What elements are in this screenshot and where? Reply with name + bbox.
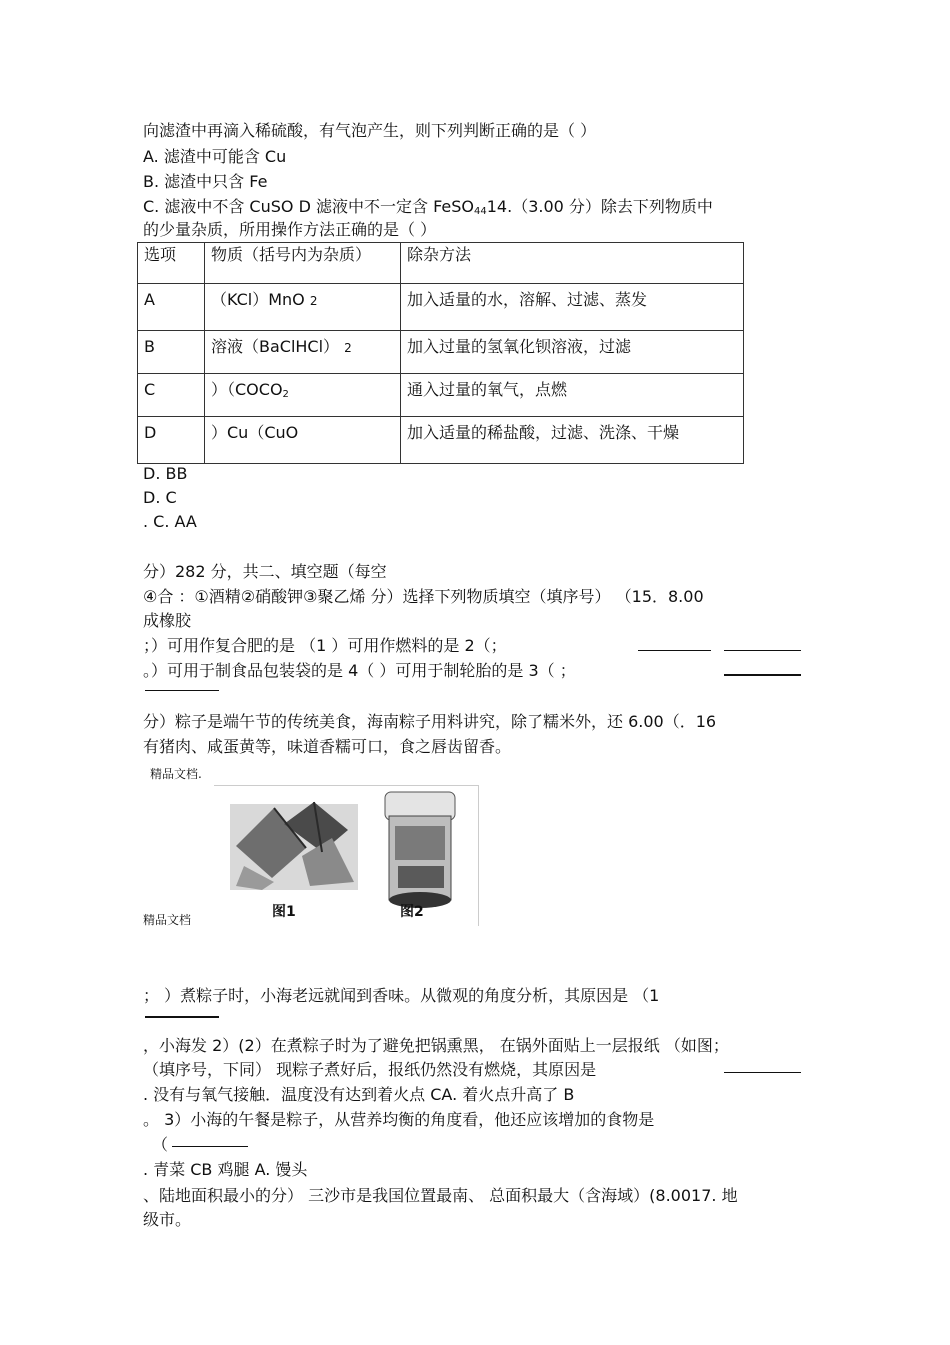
section2-line-1: 分）282 分，共二、填空题（每空: [143, 562, 387, 581]
q16-part1: ； ）煮粽子时，小海老远就闻到香味。从微观的角度分析，其原因是 （1: [143, 986, 660, 1005]
q16-part2: ，小海发 2）(2）在煮粽子时为了避免把锅熏黑， 在锅外面贴上一层报纸 （如图；: [143, 1036, 729, 1055]
substance-text: （KCl）MnO: [211, 290, 305, 309]
watermark-text: 精品文档.: [150, 767, 202, 781]
table-header-method: 除杂方法: [401, 243, 744, 284]
answer-blank: [724, 1072, 801, 1073]
q14-head: 14.（3.00 分）除去下列物质中: [486, 197, 713, 216]
table-header-option: 选项: [138, 243, 205, 284]
q13-option-b: B. 滤渣中只含 Fe: [143, 172, 268, 191]
answer-blank: [172, 1146, 248, 1147]
q13-option-cd: [143, 197, 713, 222]
table-cell-option: A: [138, 284, 205, 331]
q16-part2-options: . 没有与氧气接触．温度没有达到着火点 CA. 着火点升高了 B: [143, 1085, 575, 1104]
figure-2-caption: 图2: [400, 904, 424, 920]
answer-blank: [145, 690, 219, 691]
answer-blank: [638, 650, 711, 651]
figure-1-caption: 图1: [272, 904, 296, 920]
table-cell-method: 加入适量的稀盐酸，过滤、洗涤、干燥: [401, 417, 744, 464]
zongzi-illustration: [214, 786, 478, 926]
table-cell-method: 加入适量的水，溶解、过滤、蒸发: [401, 284, 744, 331]
table-cell-substance: [205, 331, 401, 374]
q16-line-2: 有猪肉、咸蛋黄等，味道香糯可口，食之唇齿留香。: [143, 737, 512, 756]
table-cell-substance: [205, 284, 401, 331]
answer-blank: [145, 1016, 219, 1018]
substance-subscript: 2: [344, 341, 352, 355]
section2-line-5: 。）可用于制食品包装袋的是 4（ ）可用于制轮胎的是 3（ ；: [143, 661, 576, 680]
substance-subscript: 2: [282, 389, 289, 400]
table-cell-method: 通入过量的氧气，点燃: [401, 374, 744, 417]
watermark-text: 精品文档: [143, 913, 192, 927]
q17-line-2: 级市。: [143, 1210, 192, 1229]
table-cell-option: B: [138, 331, 205, 374]
table-cell-substance: ）Cu（CuO: [205, 417, 401, 464]
substance-text: ）（COCO: [211, 380, 283, 399]
q16-part3: 。 3）小海的午餐是粽子，从营养均衡的角度看，他还应该增加的食物是: [143, 1110, 655, 1129]
answer-blank: [724, 674, 801, 676]
table-row: [138, 284, 744, 331]
answer-line-3: . C. AA: [143, 512, 197, 531]
section2-line-2: ④合 ：①酒精②硝酸钾③聚乙烯 分）选择下列物质填空（填序号） （15．8.00: [143, 587, 704, 606]
q16-part2-cont: （填序号，下同） 现粽子煮好后，报纸仍然没有燃烧，其原因是: [143, 1060, 597, 1079]
table-row: [138, 331, 744, 374]
answer-line-2: D. C: [143, 488, 177, 507]
section2-line-4: ；）可用作复合肥的是 （1 ）可用作燃料的是 2（；: [143, 636, 507, 655]
answer-blank: [724, 650, 801, 651]
q13-sub-b: 4: [480, 206, 487, 217]
q14-line2: 的少量杂质，所用操作方法正确的是（ ）: [143, 220, 437, 239]
q13-stem: 向滤渣中再滴入稀硫酸，有气泡产生，则下列判断正确的是（ ）: [143, 121, 597, 140]
impurity-table: [137, 242, 744, 464]
q17-line-1: 、陆地面积最小的分） 三沙市是我国位置最南、 总面积最大（含海域）(8.0017. 地: [143, 1186, 738, 1205]
q16-line-1: 分）粽子是端午节的传统美食，海南粽子用料讲究，除了糯米外，还 6.00（．16: [143, 712, 717, 731]
table-header-substance: 物质（括号内为杂质）: [205, 243, 401, 284]
substance-subscript: 2: [309, 294, 318, 308]
q16-part3-options: . 青菜 CB 鸡腿 A. 馒头: [143, 1160, 308, 1179]
figure-panel: [214, 785, 479, 926]
table-cell-option: D: [138, 417, 205, 464]
q13-option-cd-text: C. 滤液中不含 CuSO D 滤液中不一定含 FeSO: [143, 197, 474, 216]
table-cell-method: 加入过量的氢氧化钡溶液，过滤: [401, 331, 744, 374]
table-row: [138, 374, 744, 417]
q13-option-a: A. 滤渣中可能含 Cu: [143, 147, 287, 166]
table-row: [138, 417, 744, 464]
table-cell-option: C: [138, 374, 205, 417]
table-cell-substance: [205, 374, 401, 417]
table-header-row: [138, 243, 744, 284]
q13-sub-a: 4: [474, 206, 481, 217]
answer-line-1: D. BB: [143, 464, 188, 483]
q16-part3-paren: （: [152, 1135, 169, 1154]
section2-line-3: 成橡胶: [143, 611, 192, 630]
substance-text: 溶液（BaClHCl）: [211, 337, 340, 356]
